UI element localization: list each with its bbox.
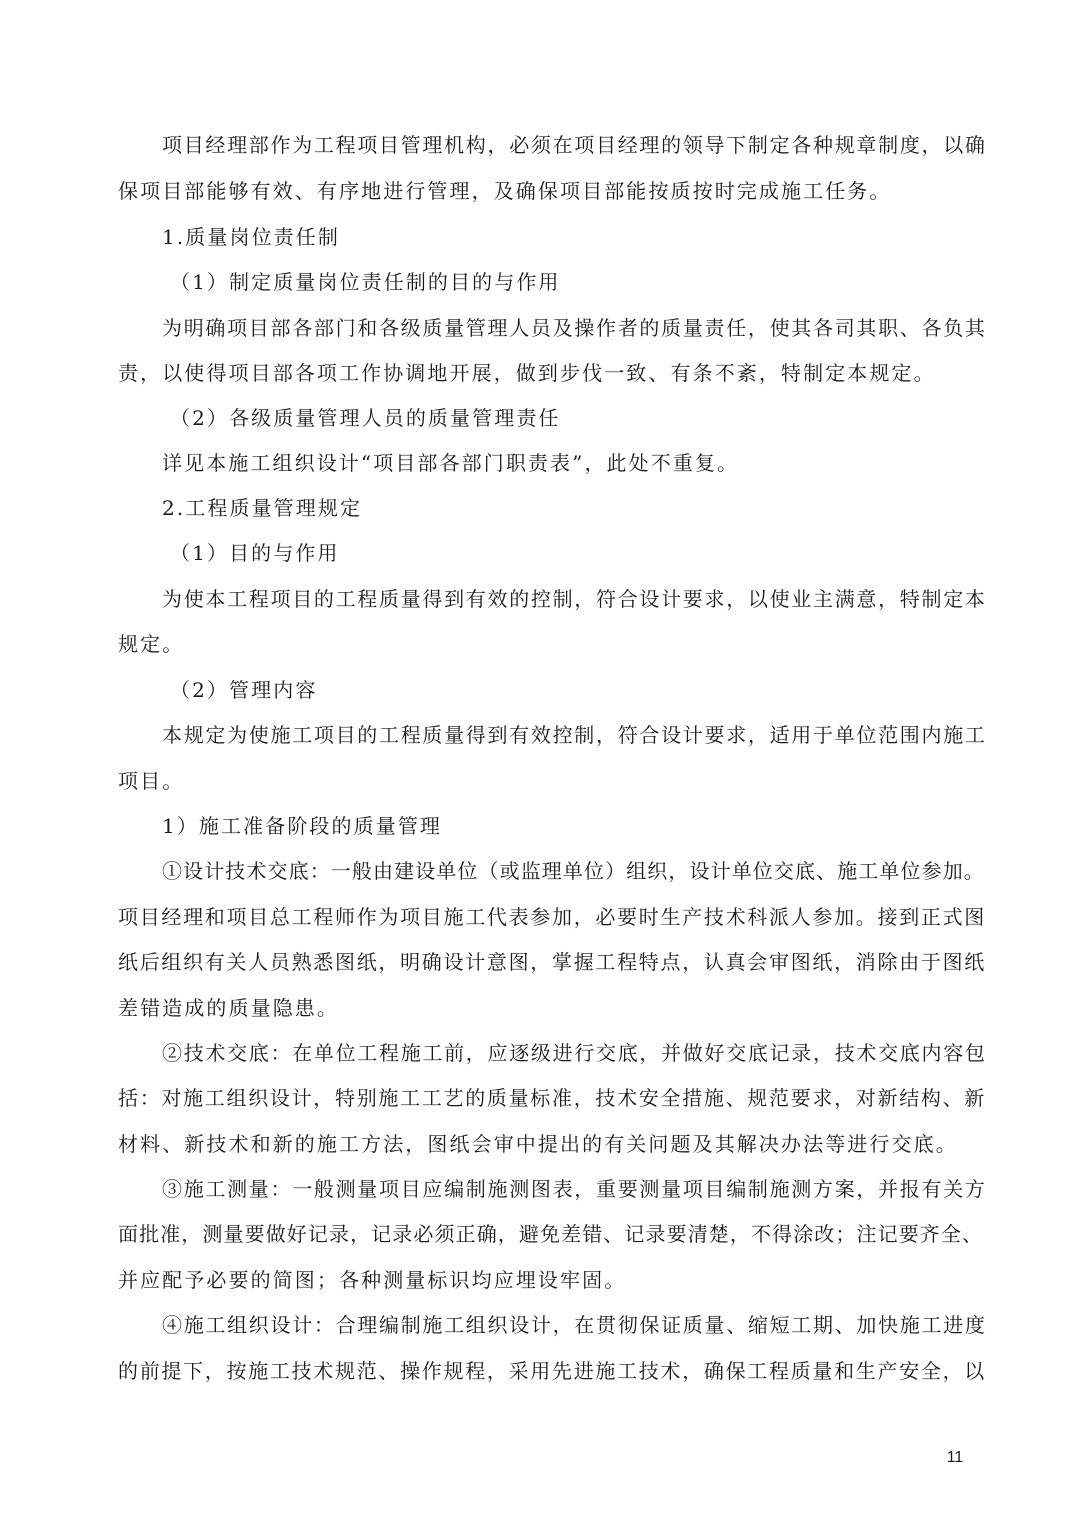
paragraph-line: 责，以使得项目部各项工作协调地开展，做到步伐一致、有条不紊，特制定本规定。 (118, 361, 936, 385)
paragraph-line: 为明确项目部各部门和各级质量管理人员及操作者的质量责任，使其各司其职、各负其 (162, 316, 987, 340)
subsection-heading: 1）施工准备阶段的质量管理 (162, 814, 443, 838)
paragraph-line: 项目。 (118, 769, 185, 793)
paragraph-line: ④施工组织设计：合理编制施工组织设计，在贯彻保证质量、缩短工期、加快施工进度 (162, 1313, 987, 1337)
subsection-heading: （1）目的与作用 (170, 541, 340, 565)
paragraph-line: 纸后组织有关人员熟悉图纸，明确设计意图，掌握工程特点，认真会审图纸，消除由于图纸 (118, 950, 986, 974)
paragraph-line: 为使本工程项目的工程质量得到有效的控制，符合设计要求，以使业主满意，特制定本 (162, 587, 987, 611)
paragraph-line: 规定。 (118, 632, 185, 656)
paragraph-line: 差错造成的质量隐患。 (118, 996, 339, 1020)
paragraph-line: 详见本施工组织设计“项目部各部门职责表”，此处不重复。 (162, 451, 740, 475)
paragraph-line: 本规定为使施工项目的工程质量得到有效控制，符合设计要求，适用于单位范围内施工 (162, 723, 987, 747)
paragraph-line: 项目经理和项目总工程师作为项目施工代表参加，必要时生产技术科派人参加。接到正式图 (118, 905, 986, 929)
subsection-heading: （1）制定质量岗位责任制的目的与作用 (170, 270, 561, 294)
paragraph-line: ②技术交底：在单位工程施工前，应逐级进行交底，并做好交底记录，技术交底内容包 (162, 1041, 987, 1065)
subsection-heading: （2）各级质量管理人员的质量管理责任 (170, 406, 561, 430)
paragraph-line: 项目经理部作为工程项目管理机构，必须在项目经理的领导下制定各种规章制度，以确 (162, 133, 987, 157)
paragraph-line: ①设计技术交底：一般由建设单位（或监理单位）组织，设计单位交底、施工单位参加。 (162, 859, 985, 883)
paragraph-line: 面批准，测量要做好记录，记录必须正确，避免差错、记录要清楚，不得涂改；注记要齐全、 (118, 1222, 984, 1246)
subsection-heading: （2）管理内容 (170, 678, 318, 702)
paragraph-line: 括：对施工组织设计，特别施工工艺的质量标准，技术安全措施、规范要求，对新结构、新 (118, 1086, 986, 1110)
page-number: 11 (946, 1449, 964, 1466)
section-heading: 1.质量岗位责任制 (162, 225, 340, 249)
paragraph-line: ③施工测量：一般测量项目应编制施测图表，重要测量项目编制施测方案，并报有关方 (162, 1177, 987, 1201)
paragraph-line: 材料、新技术和新的施工方法，图纸会审中提出的有关问题及其解决办法等进行交底。 (118, 1132, 958, 1156)
paragraph-line: 并应配予必要的简图；各种测量标识均应埋设牢固。 (118, 1268, 627, 1292)
paragraph-line: 的前提下，按施工技术规范、操作规程，采用先进施工技术，确保工程质量和生产安全，以 (118, 1359, 986, 1383)
section-heading: 2.工程质量管理规定 (162, 496, 363, 520)
paragraph-line: 保项目部能够有效、有序地进行管理，及确保项目部能按质按时完成施工任务。 (118, 179, 892, 203)
